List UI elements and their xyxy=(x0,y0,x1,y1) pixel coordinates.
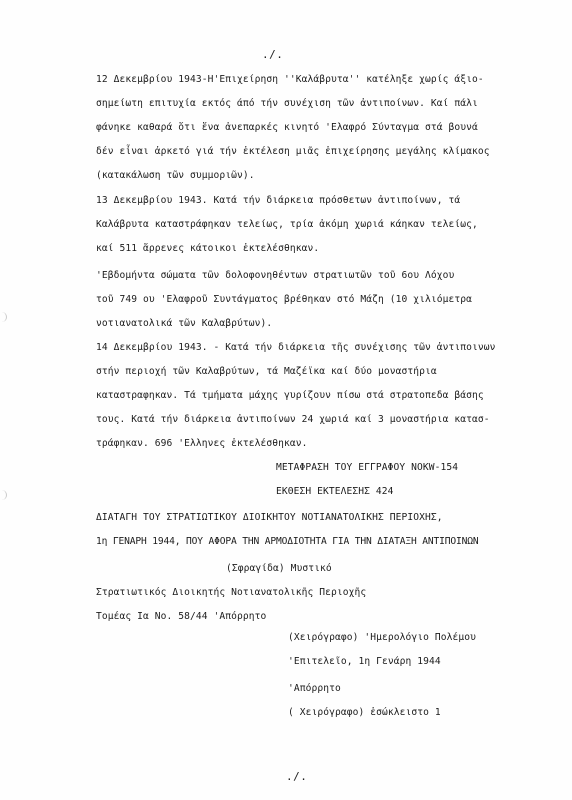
paragraph-1-line: δέν εἶναι ἀρκετό γιά τήν ἐκτέλεση μιᾶς ἐπιχείρησης μεγάλης κλίμακος xyxy=(96,146,490,157)
paragraph-1-line: σημείωτη επιτυχία εκτός άπό τήν συνέχιση τῶν ἀντιποίνων. Καί πάλι xyxy=(96,98,478,109)
translation-title: ΜΕΤΑΦΡΑΣΗ ΤΟΥ ΕΓΓΡΑΦΟΥ ΝΟΚW-154 xyxy=(276,462,459,473)
war-diary-label: (Χειρόγραφο) 'Ημερολόγιο Πολέμου xyxy=(288,632,477,643)
paragraph-1-line: 12 Δεκεμβρίου 1943-Η'Επιχείρηση ''Καλάβρυτα'' κατέληξε χωρίς άξιο- xyxy=(96,74,484,85)
commander-label: Στρατιωτικός Διοικητής Νοτιανατολικῆς Περιοχῆς xyxy=(96,587,367,598)
enclosure-label: ( Χειρόγραφο) ἐσώκλειστο 1 xyxy=(288,707,441,718)
directive-heading-line: ΔΙΑΤΑΓΗ ΤΟΥ ΣΤΡΑΤΙΩΤΙΚΟΥ ΔΙΟΙΚΗΤΟΥ ΝΟΤΙΑΝΑΤΟΛΙΚΗΣ ΠΕΡΙΟΧΗΣ, xyxy=(96,512,443,523)
paragraph-4-line: καταστραφηκαν. Τά τμήματα μάχης γυρίζουν πίσω στά στρατοπεδα βάσης xyxy=(96,390,484,401)
punch-hole-mark xyxy=(2,312,7,322)
paragraph-4-line: στήν περιοχή τῶν Καλαβρύτων, τά Μαζέϊκα καί δύο μοναστήρια xyxy=(96,366,437,377)
paragraph-2-line: καί 511 ἄρρενες κάτοικοι ἐκτελέσθηκαν. xyxy=(96,243,320,254)
classified-label: 'Απόρρητο xyxy=(288,683,341,694)
paragraph-4-line: τους. Κατά τήν διάρκεια ἀντιποίνων 24 χωριά καί 3 μοναστήρια κατασ- xyxy=(96,414,490,425)
paragraph-2-line: 13 Δεκεμβρίου 1943. Κατά τήν διάρκεια πρόσθετων ἀντιποίνων, τά xyxy=(96,195,461,206)
staff-date-label: 'Επιτελεῖο, 1η Γενάρη 1944 xyxy=(288,656,441,667)
punch-hole-mark xyxy=(2,490,7,500)
paragraph-3-line: τοῦ 749 ου 'Ελαφροῦ Συντάγματος βρέθηκαν στό Μάζη (10 χιλιόμετρα xyxy=(96,294,473,305)
seal-secret-label: (Σφραγίδα) Μυστικό xyxy=(226,563,332,574)
paragraph-4-line: 14 Δεκεμβρίου 1943. - Κατά τήν διάρκεια τῆς συνέχισης τῶν ἀντιποινων xyxy=(96,342,496,353)
page-continuation-mark-top: ./. xyxy=(262,48,284,61)
paragraph-2-line: Καλάβρυτα καταστράφηκαν τελείως, τρία ἀκόμη χωριά κάηκαν τελείως, xyxy=(96,219,478,230)
page-continuation-mark-bottom: ./. xyxy=(286,770,308,783)
execution-report-title: ΕΚΘΕΣΗ ΕΚΤΕΛΕΣΗΣ 424 xyxy=(276,486,394,497)
paragraph-1-line: (κατακάλωση τῶν συμμοριῶν). xyxy=(96,170,255,181)
paragraph-1-line: φάνηκε καθαρά ὅτι ἕνα ἀνεπαρκές κινητό 'Ελαφρό Σύνταγμα στά βουνά xyxy=(96,122,478,133)
sector-reference: Τομέας Ια Νο. 58/44 'Απόρρητο xyxy=(96,611,267,622)
directive-heading-line: 1η ΓΕΝΑΡΗ 1944, ΠΟΥ ΑΦΟΡΑ ΤΗΝ ΑΡΜΟΔΙΟΤΗΤΑ ΓΙΑ ΤΗΝ ΔΙΑΤΑΞΗ ΑΝΤΙΠΟΙΝΩΝ xyxy=(96,536,479,547)
paragraph-4-line: τράφηκαν. 696 'Ελληνες ἐκτελέσθηκαν. xyxy=(96,438,308,449)
paragraph-3-line: 'Εβδομήντα σώματα τῶν δολοφονηθέντων στρατιωτῶν τοῦ 6ου Λόχου xyxy=(96,270,455,281)
paragraph-3-line: νοτιανατολικά τῶν Καλαβρύτων). xyxy=(96,318,273,329)
